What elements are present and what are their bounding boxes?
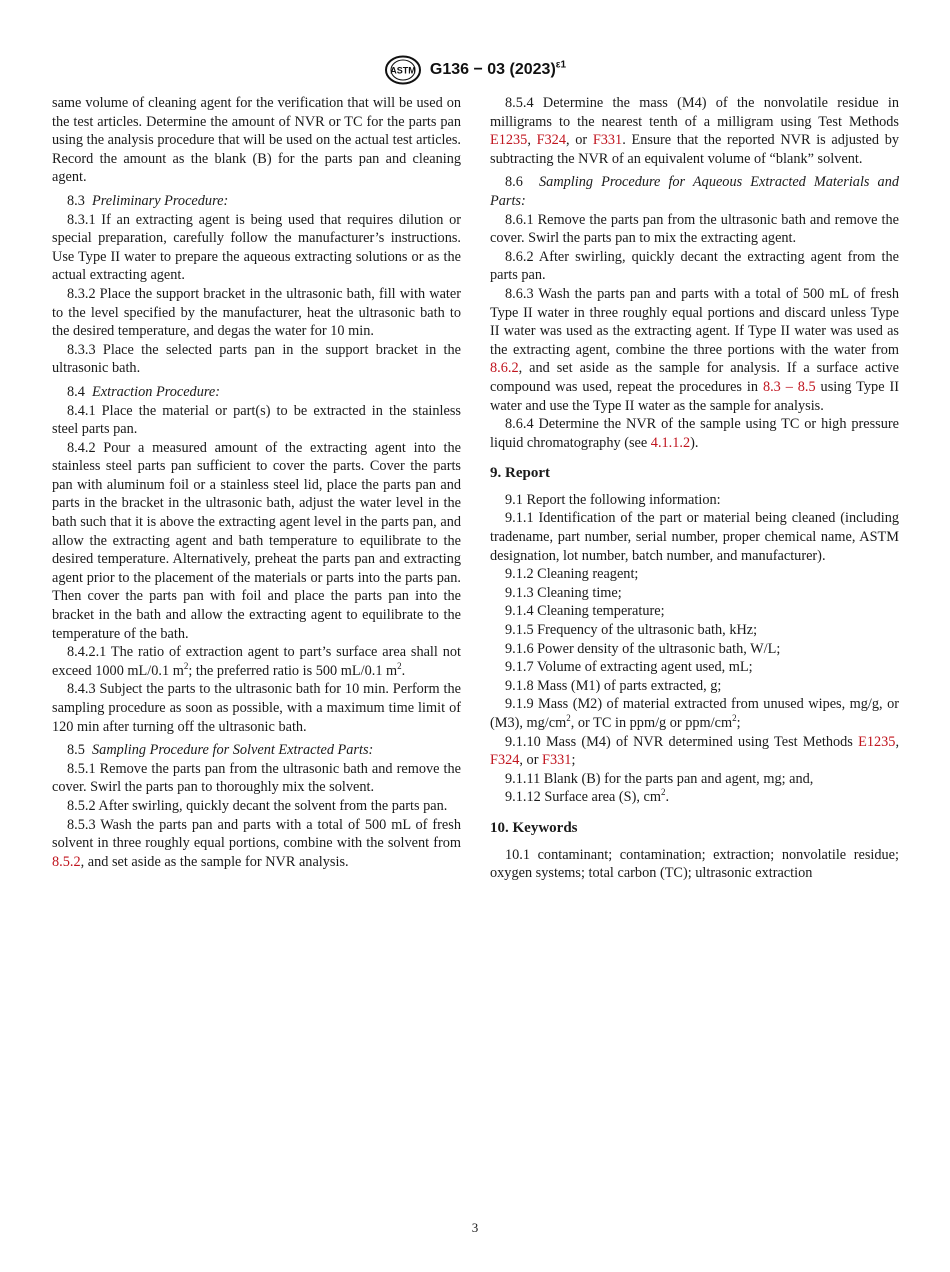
page-number: 3 (471, 1220, 479, 1235)
link-f324[interactable]: F324 (536, 132, 566, 149)
page-header (0, 55, 950, 85)
link-8-3-8-5[interactable]: 8.3 – 8.5 (762, 378, 816, 395)
para-9-1-6: 9.1.6 Power density of the ultrasonic bath, W/L; (505, 640, 781, 657)
para-9-1-2: 9.1.2 Cleaning reagent; (505, 566, 639, 583)
para-9-1-11: 9.1.11 Blank (B) for the parts pan and agent, mg; and, (505, 770, 814, 787)
para-9-1-5: 9.1.5 Frequency of the ultrasonic bath, kHz; (505, 622, 758, 639)
para-9-1-12: 9.1.12 Surface area (S), $cm^2$. (505, 787, 670, 806)
para-8-4-1: 8.4.1 Place the material or part(s) to be extracted in the stainless steel parts pan. (52, 402, 461, 438)
section-8-5-heading: 8.5 Sampling Procedure for Solvent Extracted Parts: (67, 742, 374, 759)
link-8-5-2[interactable]: 8.5.2 (52, 853, 81, 870)
para-8-5-3: 8.5.3 Wash the parts pan and parts with a total of 500 mL of fresh solvent in three roughly equal portions, combine with the solvent from 8.5.2, and set aside as the sample for NVR analysis. (52, 816, 461, 870)
para-9-1-8: 9.1.8 Mass (M1) of parts extracted, g; (505, 677, 722, 694)
designation: G136 − 03 $(2023)^{\varepsilon 1}$ (429, 59, 567, 78)
link-8-6-2[interactable]: 8.6.2 (490, 360, 519, 377)
para-8-6-4: 8.6.4 Determine the NVR of the sample using TC or high pressure liquid chromatography (see 4.1.1.2). (490, 416, 899, 451)
link-f324-2[interactable]: F324 (490, 752, 520, 769)
link-e1235-2[interactable]: E1235 (858, 733, 896, 750)
report-heading: 9. Report (490, 465, 550, 482)
logo-text: ASTM (390, 65, 416, 76)
link-e1235[interactable]: E1235 (490, 132, 528, 149)
para-8-3-2: 8.3.2 Place the support bracket in the ultrasonic bath, fill with water to the level specified by the manufacturer, heat the ultrasonic bath to the desired temperature, and degas the water for 10 min. (52, 285, 461, 340)
link-f331-2[interactable]: F331 (542, 752, 572, 769)
para-8-3-1: 8.3.1 If an extracting agent is being used that requires dilution or special preparation, carefully follow the manufacturer’s instructions. Use Type II water to prepare the aqueous extracting solutions or as the actual extracting agent. (52, 211, 461, 284)
para-9-1-3: 9.1.3 Cleaning time; (505, 584, 622, 601)
para-8-6-2: 8.6.2 After swirling, quickly decant the extracting agent from the parts pan. (490, 248, 899, 284)
para-10-1: 10.1 contaminant; contamination; extraction; nonvolatile residue; oxygen systems; total carbon (TC); ultrasonic extraction (490, 846, 899, 882)
para-9-1: 9.1 Report the following information: (505, 491, 721, 508)
para-9-1-1: 9.1.1 Identification of the part or material being cleaned (including tradename, part number, serial number, proper chemical name, ASTM designation, lot number, batch number, and manufacturer). (490, 510, 899, 564)
right-column (490, 94, 899, 883)
paragraph-continued: same volume of cleaning agent for the verification that will be used on the test articles. Determine the amount of NVR or TC for the parts pan using the analysis procedure that will be used on the actual test articles. Record the amount as the blank (B) for the parts pan and cleaning agent. (52, 95, 461, 186)
para-9-1-4: 9.1.4 Cleaning temperature; (505, 603, 665, 620)
para-8-4-2-1: 8.4.2.1 The ratio of extraction agent to part’s surface area shall not exceed 1000 mL/0.1 $m^2$; the preferred ratio is 500 mL/0.1 $m^2$. (52, 644, 461, 679)
para-8-3-3: 8.3.3 Place the selected parts pan in the support bracket in the ultrasonic bath. (52, 341, 461, 377)
link-4-1-1-2[interactable]: 4.1.1.2 (650, 434, 691, 451)
para-8-5-4: 8.5.4 Determine the mass (M4) of the nonvolatile residue in milligrams to the nearest tenth of a milligram using Test Methods E1235, F324, or F331. Ensure that the reported NVR is adjusted by subtracting the NVR of an equivalent volume of “blank” solvent. (490, 95, 900, 167)
keywords-heading: 10. Keywords (490, 819, 578, 836)
para-9-1-10: 9.1.10 Mass (M4) of NVR determined using Test Methods E1235, F324, or F331; (490, 733, 900, 769)
section-8-6-heading: 8.6 Sampling Procedure for Aqueous Extracted Materials and Parts: (490, 174, 899, 209)
para-9-1-7: 9.1.7 Volume of extracting agent used, mL; (505, 659, 753, 676)
para-8-6-1: 8.6.1 Remove the parts pan from the ultrasonic bath and remove the cover. Swirl the parts pan to mix the extracting agent. (490, 211, 899, 247)
link-f331[interactable]: F331 (592, 132, 623, 149)
para-8-6-3: 8.6.3 Wash the parts pan and parts with a total of 500 mL of fresh Type II water in three roughly equal portions and discard unless Type II water was used as the extracting agent. If Type II water was used as the extracting agent, combine the three portions with the water from 8.6.2, and set aside as the sample for analysis. If a surface active compound was used, repeat the procedures in 8.3 – 8.5 using Type II water and use the Type II water as the sample for analysis. (490, 285, 899, 414)
para-8-4-3: 8.4.3 Subject the parts to the ultrasonic bath for 10 min. Perform the sampling procedure as soon as possible, with a maximum time limit of 120 min after turning off the ultrasonic bath. (52, 681, 461, 735)
para-8-5-1: 8.5.1 Remove the parts pan from the ultrasonic bath and remove the cover. Swirl the parts pan to thoroughly mix the solvent. (52, 760, 461, 796)
para-8-4-2: 8.4.2 Pour a measured amount of the extracting agent into the stainless steel parts pan sufficient to cover the parts. Cover the parts pan with aluminum foil or a stainless steel lid, place the parts pan and parts in the bracket in the ultrasonic bath, adjust the water level in the bath such that it is above the extracting agent level in the parts pan, and allow the extracting agent and bath temperature to equilibrate to the desired temperature. Alternatively, preheat the parts pan and extracting agent prior to the placement of the materials or parts into the parts pan. Then cover the parts pan with foil and place the parts pan into the bracket in the bath and allow the extracting agent to equilibrate to the temperature of the bath. (52, 439, 461, 642)
section-8-3-heading: 8.3 Preliminary Procedure: (67, 192, 229, 209)
astm-logo-icon (384, 55, 422, 85)
left-column (52, 94, 461, 871)
para-8-5-2: 8.5.2 After swirling, quickly decant the solvent from the parts pan. (67, 797, 448, 814)
section-8-4-heading: 8.4 Extraction Procedure: (67, 383, 220, 400)
para-9-1-9: 9.1.9 Mass (M2) of material extracted from unused wipes, mg/g, or (M3), $mg/cm^2$, or TC in ppm/g or ppm/$cm^2$; (490, 696, 899, 731)
